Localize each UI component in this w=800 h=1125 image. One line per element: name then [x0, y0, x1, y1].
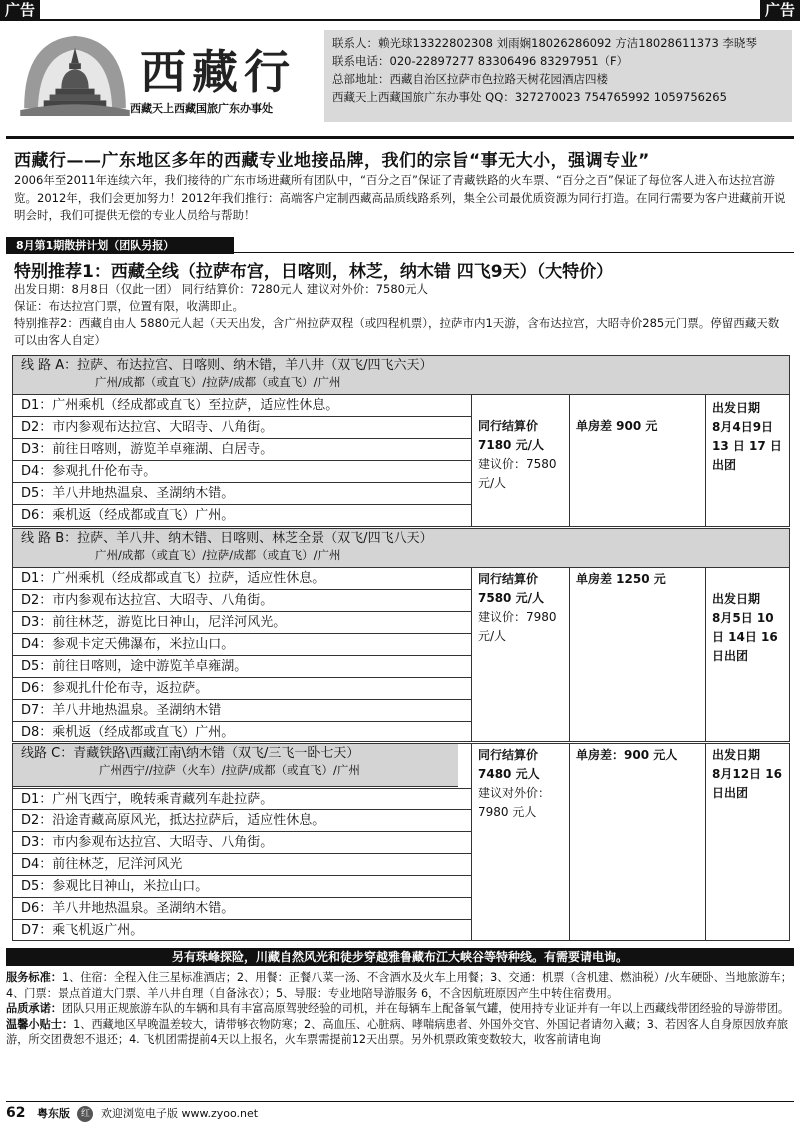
price-value: 7480 元人: [478, 767, 540, 781]
route-b-day: D6：参观扎什伦布寺，返拉萨。: [13, 678, 471, 700]
page-number: 62: [6, 1105, 26, 1121]
route-a-day: D1：广州乘机（经成都或直飞）至拉萨，适应性休息。: [13, 395, 471, 417]
tips-text: 1、西藏地区早晚温差较大，请带够衣物防寒；2、高血压、心脏病、哮喘病患者、外国外交官、外国记者请勿入藏；3、若因客人自身原因放弃旅游，所交团费恕不退还；4. 飞机团需提前4天以上报名，火车票需提前12天出票。另外机票政策变数较大，收客前请电询: [6, 1017, 789, 1047]
route-c-days: [13, 788, 471, 942]
route-c-subtitle: 广州西宁//拉萨（火车）/拉萨/成都（或直飞）/广州: [99, 763, 360, 777]
route-c-price: [471, 744, 569, 940]
ad-tag-left: 广告: [0, 0, 40, 20]
route-b-day: D5：前往日喀则，途中游览羊卓雍湖。: [13, 656, 471, 678]
route-b-title: 线 路 B：拉萨、羊八井、纳木错、日喀则、林芝全景（双飞/四飞八天）: [21, 531, 433, 546]
suggest-price: 建议对外价：7980 元人: [478, 786, 551, 819]
route-b-days: [13, 568, 471, 744]
route-c-day: D6：羊八井地热温泉。圣湖纳木错。: [13, 898, 471, 920]
route-a-title: 线 路 A：拉萨、布达拉宫、日喀则、纳木错，羊八井（双飞/四飞六天）: [21, 358, 433, 373]
route-b-day: D2：市内参观布达拉宫、大昭寺、八角街。: [13, 590, 471, 612]
route-a-day: D3：前往日喀则，游览羊卓雍湖、白居寺。: [13, 439, 471, 461]
logo: [12, 28, 322, 122]
plan-tab: 8月第1期散拼计划（团队另报）: [6, 237, 234, 254]
route-c-day: D4：前往林芝，尼洋河风光: [13, 854, 471, 876]
route-a-days: [13, 395, 471, 527]
dates-label: 出发日期: [712, 592, 761, 606]
contact-line: 联系电话：020-22897277 83306496 83297951（F）: [332, 54, 629, 68]
route-c-title: 线路 C：青藏铁路\西藏江南\纳木错（双飞/三飞一卧七天）: [21, 746, 360, 761]
route-b-day: D7：羊八井地热温泉。圣湖纳木错: [13, 700, 471, 722]
featured-guarantee: 保证：布达拉宫门票，位置有限，收满即止。: [14, 299, 244, 313]
service-label: 服务标准：: [6, 971, 62, 984]
route-b-day: D3：前往林芝，游览比日神山，尼洋河风光。: [13, 612, 471, 634]
promise-text: 团队只用正规旅游车队的车辆和具有丰富高原驾驶经验的司机，并在每辆车上配备氧气罐，使用持专业证并有一年以上西藏线带团经验的导游带团。: [61, 1002, 790, 1016]
intro-text: 2006年至2011年连续六年，我们接待的广东市场进藏所有团队中，“百分之百”保证了青藏铁路的火车票、“百分之百”保证了每位客人进入布达拉宫游览。2012年，我们会更加努力！2012年我们推行：高端客户定制西藏高品质线路系列，集全公司最优质资源为同行打造。在同行需要为客户进藏前开说明会时，我们可提供无偿的专业人员给与帮助！: [14, 173, 786, 222]
route-c-day: D7：乘飞机返广州。: [21, 923, 144, 938]
route-b-day: D4：参观卡定天佛瀑布，米拉山口。: [13, 634, 471, 656]
featured-title: 特别推荐1：西藏全线（拉萨布宫，日喀则，林芝，纳木错 四飞9天）（大特价）: [14, 262, 614, 282]
route-c-dates: [705, 744, 789, 940]
route-a-header: [12, 355, 790, 395]
slogan: 西藏行——广东地区多年的西藏专业地接品牌，我们的宗旨“事无大小，强调专业”: [14, 151, 650, 171]
header-rule: [6, 136, 794, 139]
suggest-price: 建议价：7580元/人: [478, 457, 557, 490]
hong-badge-icon: 红: [77, 1106, 93, 1122]
dates-label: 出发日期: [712, 748, 761, 762]
dates-value: 8月5日 10日 14日 16日出团: [712, 611, 778, 663]
route-c-room: [569, 744, 705, 940]
header: [6, 24, 794, 124]
route-c-day: D5：参观比日神山，米拉山口。: [13, 876, 471, 898]
route-c-table: [12, 743, 790, 941]
promise-label: 品质承诺：: [6, 1002, 62, 1016]
price-label: 同行结算价: [478, 572, 539, 586]
featured-recommend-2: 特别推荐2：西藏自由人 5880元人起（天天出发，含广州拉萨双程（或四程机票），拉萨市内1天游，含布达拉宫，大昭寺价285元门票。停留西藏天数可以由客人自定）: [14, 316, 780, 347]
room-supplement: 单房差：900 元人: [576, 748, 678, 762]
contact-box: [324, 30, 792, 122]
route-b-table: [12, 568, 790, 742]
route-b-room: [569, 568, 705, 741]
route-a-room: [569, 395, 705, 526]
tips-label: 温馨小贴士：: [6, 1017, 74, 1031]
plan-rule: [6, 252, 794, 253]
footer-rule: [6, 1101, 794, 1102]
dates-value: 8月12日 16 日出团: [712, 767, 782, 800]
route-c-day: D2：沿途青藏高原风光，抵达拉萨后，适应性休息。: [13, 810, 471, 832]
tips: [6, 1017, 792, 1048]
footer-link[interactable]: 欢迎浏览电子版 www.zyoo.net: [100, 1107, 259, 1120]
footer: [6, 1104, 794, 1122]
route-a-dates: [705, 395, 789, 526]
route-c-day: D3：市内参观布达拉宫、大昭寺、八角街。: [13, 832, 471, 854]
special-lines-banner: 另有珠峰探险，川藏自然风光和徒步穿越雅鲁藏布江大峡谷等特种线。有需要请电询。: [6, 948, 794, 966]
featured-date-price: 出发日期：8月8日（仅此一团） 同行结算价：7280元人 建议对外价：7580元人: [14, 282, 428, 296]
dates-label: 出发日期: [712, 401, 761, 415]
price-label: 同行结算价: [478, 748, 539, 762]
quality-promise: [6, 1001, 792, 1017]
edition: 粤东版: [36, 1107, 70, 1120]
route-b-header: [12, 528, 790, 568]
contact-line: 总部地址：西藏自治区拉萨市色拉路天树花园酒店四楼: [332, 72, 608, 86]
route-b-day: D1：广州乘机（经成都或直飞）拉萨，适应性休息。: [13, 568, 471, 590]
top-rule: [0, 19, 800, 21]
route-a-day: D6：乘机返（经成都或直飞）广州。: [21, 508, 235, 523]
stupa-emblem-icon: [16, 30, 134, 118]
route-a-day: D5：羊八井地热温泉、圣湖纳木错。: [13, 483, 471, 505]
service-standard: [6, 970, 792, 1001]
room-supplement: 单房差 900 元: [576, 419, 658, 433]
route-a-day: D4：参观扎什伦布寺。: [13, 461, 471, 483]
service-text: 1、住宿：全程入住三星标准酒店；2、用餐：正餐八菜一汤、不含酒水及火车上用餐；3、交通：机票（含机建、燃油税）/火车硬卧、当地旅游车；4、门票：景点首道大门票、羊八井自理（自备泳衣）；5、导服：专业地陪导游服务 6，不含因航班原因产生中转住宿费用。: [6, 971, 792, 1000]
room-supplement: 单房差 1250 元: [576, 572, 666, 586]
ad-tag-right: 广告: [760, 0, 800, 20]
route-b-day: D8：乘机返（经成都或直飞）广州。: [21, 725, 235, 740]
route-a-subtitle: 广州/成都（或直飞）/拉萨/成都（或直飞）/广州: [95, 375, 341, 389]
route-c-day: D1：广州飞西宁，晚转乘青藏列车赴拉萨。: [13, 788, 471, 810]
route-b-dates: [705, 568, 789, 741]
price-value: 7580 元/人: [478, 591, 544, 605]
route-b-subtitle: 广州/成都（或直飞）/拉萨/成都（或直飞）/广州: [95, 548, 341, 562]
contact-line: 西藏天上西藏国旅广东办事处 QQ：327270023 754765992 1059756265: [332, 90, 727, 104]
logo-title: 西藏行: [140, 45, 296, 99]
contact-line: 联系人：赖光球13322802308 刘雨娴18026286092 方洁18028611373 李晓琴: [332, 36, 757, 50]
route-b-price: [471, 568, 569, 741]
terms: [6, 970, 792, 1048]
route-a-table: [12, 395, 790, 527]
price-value: 7180 元/人: [478, 438, 544, 452]
price-label: 同行结算价: [478, 419, 539, 433]
route-a-day: D2：市内参观布达拉宫、大昭寺、八角街。: [13, 417, 471, 439]
dates-value: 8月4日9日 13 日 17 日出团: [712, 420, 782, 472]
suggest-price: 建议价：7980元/人: [478, 610, 557, 643]
route-a-price: [471, 395, 569, 526]
logo-subtitle: 西藏天上西藏国旅广东办事处: [130, 102, 273, 115]
